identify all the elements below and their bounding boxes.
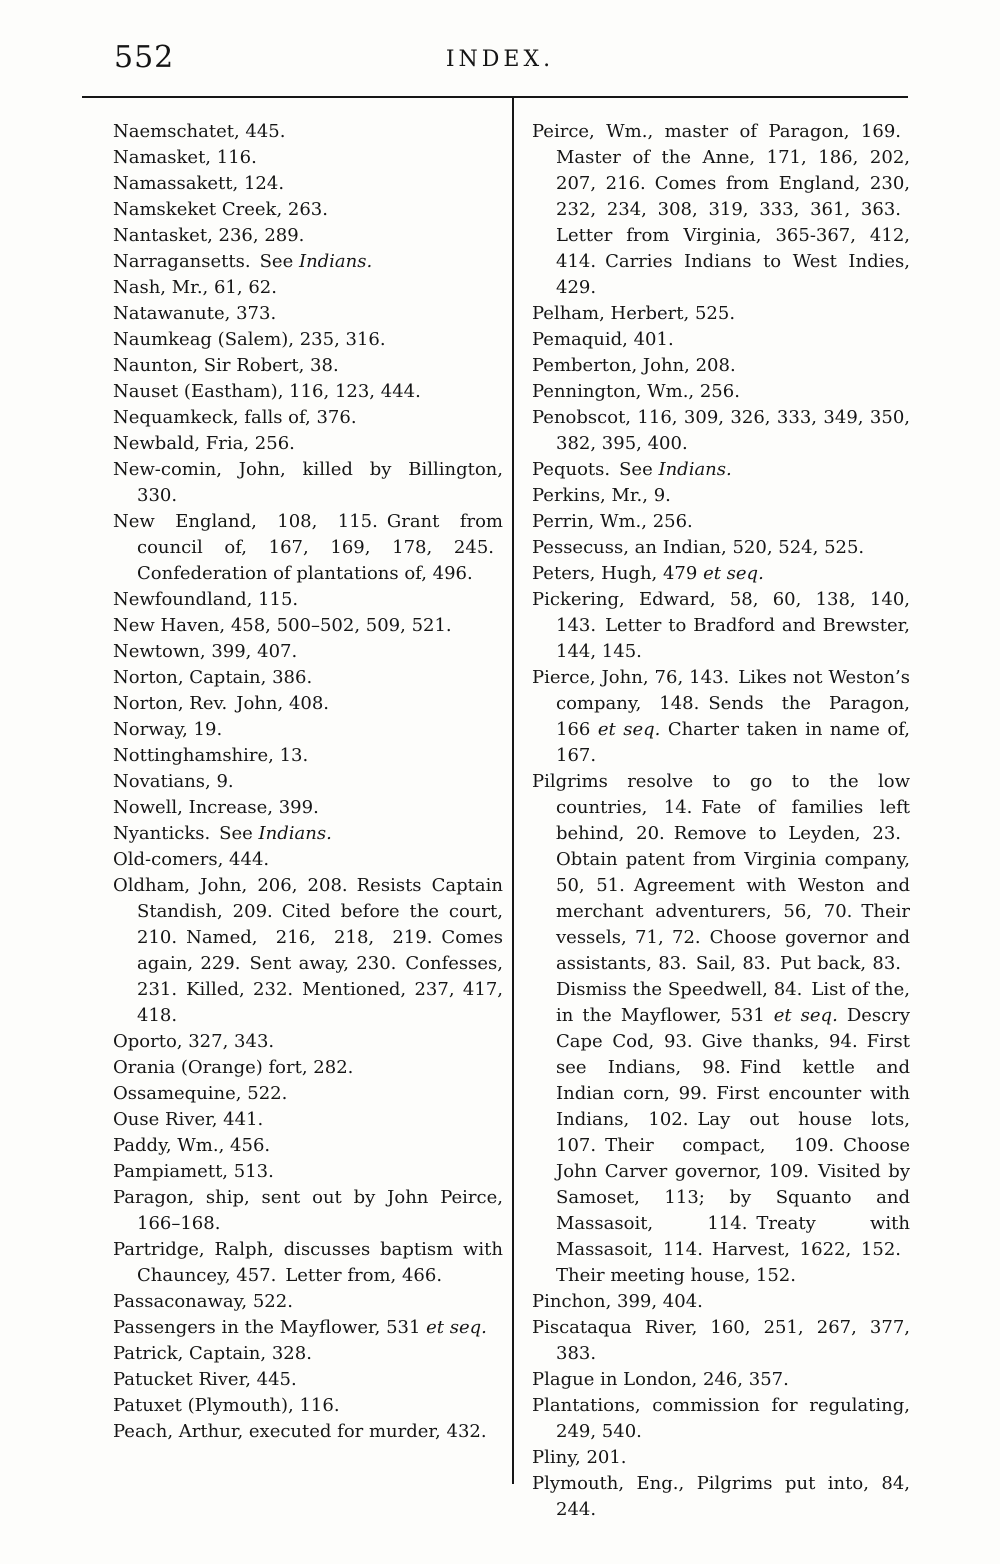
entry-text: Partridge, Ralph, discusses baptism with Chauncey, 457. Letter from, 466. [113,1239,503,1286]
index-entry [532,405,910,457]
entry-text: Novatians, 9. [113,771,234,792]
entry-text: Namassakett, 124. [113,173,285,194]
cross-reference-text: Indians. [258,823,332,844]
index-entry [113,353,503,379]
index-entry [532,509,910,535]
index-entry [532,1393,910,1445]
entry-text: New Haven, 458, 500–502, 509, 521. [113,615,452,636]
entry-text: Norway, 19. [113,719,223,740]
entry-text: Ossamequine, 522. [113,1083,288,1104]
index-entry [532,769,910,1289]
entry-text: Norton, Captain, 386. [113,667,313,688]
index-entry [113,1107,503,1133]
index-entry [113,873,503,1029]
index-entry [113,743,503,769]
index-entry [113,795,503,821]
entry-text: Patrick, Captain, 328. [113,1343,312,1364]
index-entry [113,1237,503,1289]
entry-text: Penobscot, 116, 309, 326, 333, 349, 350, 382, 395, 400. [532,407,910,454]
index-entry [113,587,503,613]
entry-text: Pelham, Herbert, 525. [532,303,736,324]
index-entry [532,535,910,561]
entry-text: Piscataqua River, 160, 251, 267, 377, 383. [532,1317,910,1364]
index-entry [532,483,910,509]
entry-text: Perkins, Mr., 9. [532,485,671,506]
cross-reference-text: et seq. [426,1317,487,1338]
index-entry [113,275,503,301]
index-entry [532,665,910,769]
index-entry [532,1445,910,1471]
entry-text: Newbald, Fria, 256. [113,433,295,454]
index-entry [113,249,503,275]
index-entry [113,821,503,847]
index-entry [532,119,910,301]
entry-text: Charter taken in name of, 167. [556,719,911,766]
index-entry [113,769,503,795]
index-column-right [532,119,910,1523]
index-entry [113,1367,503,1393]
index-entry [532,301,910,327]
entry-text: Ouse River, 441. [113,1109,264,1130]
index-entry [113,171,503,197]
entry-text: Patucket River, 445. [113,1369,297,1390]
entry-text: Namskeket Creek, 263. [113,199,328,220]
index-entry [532,457,910,483]
entry-text: New-comin, John, killed by Billington, 330. [113,459,503,506]
entry-text: Patuxet (Plymouth), 116. [113,1395,340,1416]
entry-text: New England, 108, 115. Grant from council of, 167, 169, 178, 245. Confederation of plantations of, 496. [113,511,503,584]
index-entry [532,587,910,665]
index-entry [532,561,910,587]
cross-reference-text: et seq. [773,1005,838,1026]
entry-text: Natawanute, 373. [113,303,277,324]
entry-text: Oldham, John, 206, 208. Resists Captain Standish, 209. Cited before the court, 210. Named, 216, 218, 219. Comes again, 229. Sent away, 230. Confesses, 231. Killed, 232. Mentioned, 237, 417, 418. [113,875,503,1026]
index-entry [113,1419,503,1445]
index-entry [113,431,503,457]
entry-text: Nauset (Eastham), 116, 123, 444. [113,381,421,402]
entry-text: Oporto, 327, 343. [113,1031,275,1052]
index-entry [532,353,910,379]
entry-text: Old-comers, 444. [113,849,270,870]
index-entry [113,327,503,353]
index-entry [532,1367,910,1393]
index-entry [113,1289,503,1315]
index-entry [113,119,503,145]
index-entry [113,145,503,171]
index-entry [113,1185,503,1237]
entry-text: Pinchon, 399, 404. [532,1291,703,1312]
entry-text: Nottinghamshire, 13. [113,745,309,766]
entry-text: Nowell, Increase, 399. [113,797,319,818]
index-entry [113,509,503,587]
cross-reference-text: et seq. [597,719,661,740]
entry-text: Nyanticks. See [113,823,259,844]
entry-text: Plymouth, Eng., Pilgrims put into, 84, 244. [532,1473,910,1520]
index-entry [113,379,503,405]
index-entry [113,1159,503,1185]
entry-text: Peters, Hugh, 479 [532,563,704,584]
cross-reference-text: Indians. [658,459,732,480]
entry-text: Newfoundland, 115. [113,589,299,610]
entry-text: Pequots. See [532,459,659,480]
entry-text: Nantasket, 236, 289. [113,225,305,246]
index-entry [532,1315,910,1367]
entry-text: Pemberton, John, 208. [532,355,736,376]
index-entry [113,613,503,639]
index-entry [113,457,503,509]
entry-text: Peach, Arthur, executed for murder, 432. [113,1421,487,1442]
header-rule [82,96,908,98]
entry-text: Pennington, Wm., 256. [532,381,740,402]
index-entry [113,1055,503,1081]
entry-text: Pickering, Edward, 58, 60, 138, 140, 143. Letter to Bradford and Brewster, 144, 145. [532,589,910,662]
entry-text: Pemaquid, 401. [532,329,674,350]
entry-text: Naemschatet, 445. [113,121,286,142]
entry-text: Orania (Orange) fort, 282. [113,1057,354,1078]
entry-text: Peirce, Wm., master of Paragon, 169. Master of the Anne, 171, 186, 202, 207, 216. Comes from England, 230, 232, 234, 308, 319, 333, 361, 363. Letter from Virginia, 365-367, 412, 414. Carries Indians to West Indies, 429. [532,121,910,298]
index-entry [113,1081,503,1107]
index-entry [532,327,910,353]
entry-text: Paragon, ship, sent out by John Peirce, 166–168. [113,1187,503,1234]
entry-text: Naunton, Sir Robert, 38. [113,355,339,376]
entry-text: Namasket, 116. [113,147,257,168]
cross-reference-text: et seq. [703,563,764,584]
index-entry [532,1289,910,1315]
index-entry [113,301,503,327]
entry-text: Narragansetts. See [113,251,299,272]
entry-text: Norton, Rev. John, 408. [113,693,330,714]
index-entry [113,197,503,223]
entry-text: Pilgrims resolve to go to the low countries, 14. Fate of families left behind, 20. Remove to Leyden, 23. Obtain patent from Virginia company, 50, 51. Agreement with Weston and merchant adventurers, 56, 70. Their vessels, 71, 72. Choose governor and assistants, 83. Sail, 83. Put back, 83. Dismiss the Speedwell, 84. List of the, in the Mayflower, 531 [532,771,910,1026]
index-entry [113,223,503,249]
index-column-left [113,119,503,1445]
index-entry [532,379,910,405]
entry-text: Plague in London, 246, 357. [532,1369,789,1390]
entry-text: Paddy, Wm., 456. [113,1135,271,1156]
entry-text: Pessecuss, an Indian, 520, 524, 525. [532,537,865,558]
index-entry [113,1029,503,1055]
entry-text: Perrin, Wm., 256. [532,511,693,532]
entry-text: Pliny, 201. [532,1447,627,1468]
entry-text: Descry Cape Cod, 93. Give thanks, 94. First see Indians, 98. Find kettle and Indian corn, 99. First encounter with Indians, 102. Lay out house lots, 107. Their compact, 109. Choose John Carver governor, 109. Visited by Samoset, 113; by Squanto and Massasoit, 114. Treaty with Massasoit, 114. Harvest, 1622, 152. Their meeting house, 152. [556,1005,910,1286]
index-entry [113,847,503,873]
index-entry [113,691,503,717]
entry-text: Passaconaway, 522. [113,1291,293,1312]
index-entry [113,717,503,743]
index-entry [113,1393,503,1419]
index-entry [532,1471,910,1523]
column-divider [512,98,514,1484]
index-entry [113,1315,503,1341]
entry-text: Pampiamett, 513. [113,1161,274,1182]
page-number: 552 [114,40,175,75]
entry-text: Plantations, commission for regulating, 249, 540. [532,1395,910,1442]
index-entry [113,665,503,691]
cross-reference-text: Indians. [298,251,373,272]
index-entry [113,639,503,665]
entry-text: Naumkeag (Salem), 235, 316. [113,329,386,350]
entry-text: Nash, Mr., 61, 62. [113,277,277,298]
entry-text: Newtown, 399, 407. [113,641,298,662]
entry-text: Nequamkeck, falls of, 376. [113,407,357,428]
entry-text: Pierce, John, 76, 143. Likes not Weston’s company, 148. Sends the Paragon, 166 [532,667,910,740]
index-entry [113,1133,503,1159]
entry-text: Passengers in the Mayflower, 531 [113,1317,427,1338]
index-entry [113,1341,503,1367]
index-entry [113,405,503,431]
page-title: INDEX. [445,47,555,72]
